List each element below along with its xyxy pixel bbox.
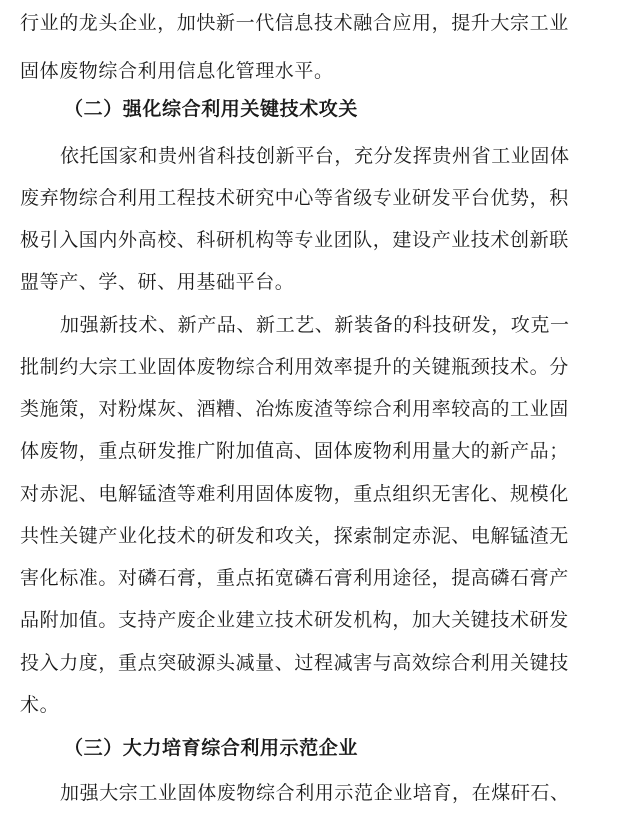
paragraph-line: 依托国家和贵州省科技创新平台，充分发挥贵州省工业固体 xyxy=(60,145,570,167)
paragraph-line: 加强大宗工业固体废物综合利用示范企业培育，在煤矸石、 xyxy=(60,782,570,804)
paragraph-line: 共性关键产业化技术的研发和攻关，探索制定赤泥、电解锰渣无 xyxy=(20,525,569,547)
paragraph-line: 盟等产、学、研、用基础平台。 xyxy=(20,271,295,293)
paragraph-line: 加强新技术、新产品、新工艺、新装备的科技研发，攻克一 xyxy=(60,314,570,336)
text-line: 行业的龙头企业，加快新一代信息技术融合应用，提升大宗工业 xyxy=(20,12,569,34)
paragraph-line: 品附加值。支持产废企业建立技术研发机构，加大关键技术研发 xyxy=(20,609,569,631)
paragraph-line: 对赤泥、电解锰渣等难利用固体废物，重点组织无害化、规模化 xyxy=(20,483,569,505)
text-line: 固体废物综合利用信息化管理水平。 xyxy=(20,60,334,82)
paragraph-line: 投入力度，重点突破源头减量、过程减害与高效综合利用关键技 xyxy=(20,652,569,674)
paragraph-line: 批制约大宗工业固体废物综合利用效率提升的关键瓶颈技术。分 xyxy=(20,356,569,378)
paragraph-line: 害化标准。对磷石膏，重点拓宽磷石膏利用途径，提高磷石膏产 xyxy=(20,567,569,589)
paragraph-line: 体废物，重点研发推广附加值高、固体废物利用量大的新产品； xyxy=(20,440,569,462)
paragraph-line: 类施策，对粉煤灰、酒糟、冶炼废渣等综合利用率较高的工业固 xyxy=(20,398,569,420)
paragraph-line: 极引入国内外高校、科研机构等专业团队，建设产业技术创新联 xyxy=(20,229,569,251)
paragraph-line: 废弃物综合利用工程技术研究中心等省级专业研发平台优势，积 xyxy=(20,187,569,209)
section-heading-2: （二）强化综合利用关键技术攻关 xyxy=(64,98,359,120)
paragraph-line: 术。 xyxy=(20,694,60,716)
section-heading-3: （三）大力培育综合利用示范企业 xyxy=(64,737,359,759)
